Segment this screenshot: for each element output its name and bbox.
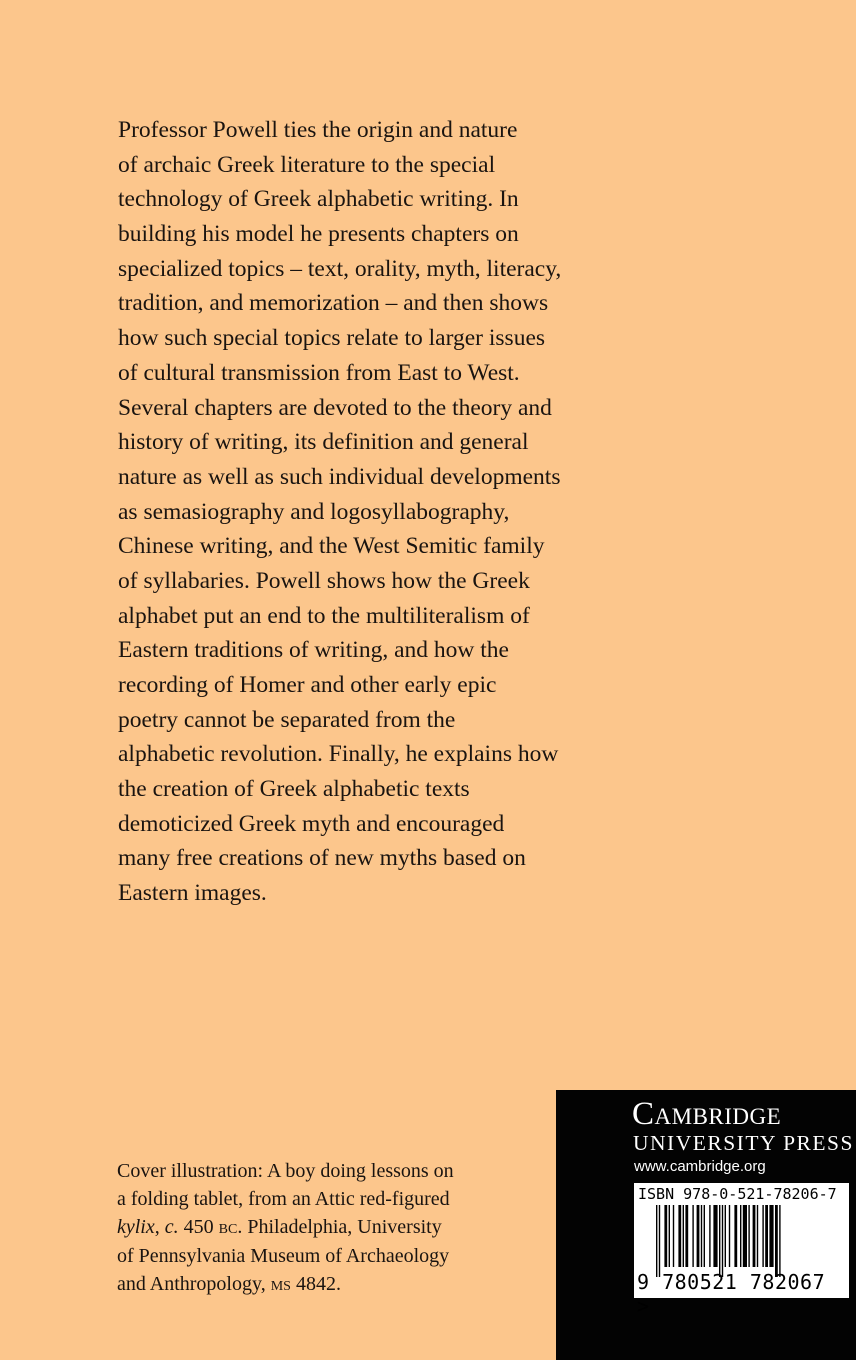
blurb-line: technology of Greek alphabetic writing. In: [118, 186, 519, 213]
caption-sep: ,: [154, 1216, 165, 1239]
blurb-line: specialized topics – text, orality, myth, literacy,: [118, 255, 562, 282]
blurb-line: the creation of Greek alphabetic texts: [118, 776, 470, 803]
barcode-bar: [775, 1205, 778, 1277]
caption-year: 450: [178, 1216, 219, 1239]
barcode-bar: [673, 1205, 674, 1267]
barcode-bar: [734, 1205, 737, 1267]
blurb-line: Chinese writing, and the West Semitic family: [118, 533, 545, 560]
blurb-text: [118, 113, 561, 911]
caption-line: a folding tablet, from an Attic red-figured: [117, 1188, 450, 1211]
barcode-bar: [779, 1205, 780, 1277]
caption-text: and Anthropology,: [117, 1272, 271, 1295]
barcode-bar: [729, 1205, 730, 1267]
barcode-bar: [701, 1205, 702, 1267]
barcode-bar: [704, 1205, 705, 1267]
caption-line: [117, 1270, 454, 1298]
barcode-bar: [659, 1205, 660, 1277]
blurb-line: building his model he presents chapters on: [118, 221, 519, 248]
barcode-bar: [722, 1205, 723, 1277]
barcode-bar: [685, 1205, 688, 1267]
barcode-digits: 9 780521 782067 >: [637, 1270, 826, 1318]
caption-italic: kylix: [117, 1216, 155, 1239]
blurb-line: as semasiography and logosyllabography,: [118, 498, 510, 525]
barcode-bar: [664, 1205, 667, 1267]
barcode-bars: [656, 1205, 832, 1277]
barcode-bar: [762, 1205, 763, 1267]
barcode-bar: [748, 1205, 749, 1267]
blurb-line: Professor Powell ties the origin and nature: [118, 117, 518, 143]
blurb-line: of cultural transmission from East to West.: [118, 359, 520, 386]
barcode-bar: [757, 1205, 758, 1267]
blurb-line: of archaic Greek literature to the special: [118, 151, 496, 178]
barcode-bar: [725, 1205, 726, 1267]
barcode-bar: [669, 1205, 670, 1267]
publisher-logo-subname: UNIVERSITY PRESS: [633, 1131, 854, 1155]
publisher-block: [556, 1090, 856, 1360]
caption-line: [117, 1213, 454, 1241]
isbn-label: ISBN 978-0-521-78206-7: [638, 1185, 837, 1203]
blurb-line: Several chapters are devoted to the theory and: [118, 394, 552, 421]
barcode-bar: [713, 1205, 717, 1267]
barcode-bar: [709, 1205, 710, 1267]
blurb-line: recording of Homer and other early epic: [118, 672, 497, 698]
barcode-bar: [656, 1205, 657, 1277]
barcode-bar: [740, 1205, 741, 1267]
blurb-line: of syllabaries. Powell shows how the Greek: [118, 567, 530, 594]
barcode-bar: [692, 1205, 693, 1267]
cover-illustration-caption: [117, 1157, 454, 1298]
caption-bc: bc: [218, 1216, 238, 1239]
blurb-line: poetry cannot be separated from the: [118, 706, 456, 733]
blurb-line: alphabet put an end to the multiliteralism of: [118, 602, 530, 629]
blurb-line: Eastern images.: [118, 880, 267, 907]
blurb-line: history of writing, its definition and general: [118, 429, 529, 456]
barcode-bar: [743, 1205, 747, 1267]
barcode-bar: [678, 1205, 681, 1267]
caption-circa: c.: [164, 1216, 179, 1239]
publisher-url: www.cambridge.org: [634, 1158, 766, 1175]
blurb-line: how such special topics relate to larger issues: [118, 325, 546, 352]
caption-line: Cover illustration: A boy doing lessons on: [117, 1160, 454, 1182]
isbn-barcode: [634, 1183, 849, 1318]
barcode-bar: [683, 1205, 684, 1267]
barcode-bar: [697, 1205, 700, 1267]
blurb-line: many free creations of new myths based on: [118, 845, 526, 872]
publisher-logo-name: Cambridge: [632, 1096, 782, 1132]
barcode-bar: [753, 1205, 756, 1267]
barcode-bar: [769, 1205, 773, 1267]
caption-rest: . Philadelphia, University: [237, 1216, 442, 1239]
blurb-line: nature as well as such individual developments: [118, 463, 561, 490]
blurb-line: Eastern traditions of writing, and how the: [118, 637, 509, 664]
blurb-line: demoticized Greek myth and encouraged: [118, 810, 505, 837]
blurb-line: alphabetic revolution. Finally, he explains how: [118, 741, 559, 768]
blurb-line: tradition, and memorization – and then shows: [118, 290, 549, 317]
caption-line: of Pennsylvania Museum of Archaeology: [117, 1244, 450, 1267]
caption-text: 4842.: [290, 1272, 341, 1295]
barcode-bar: [719, 1205, 720, 1277]
caption-ms: ms: [270, 1272, 291, 1295]
barcode-bar: [765, 1205, 768, 1267]
